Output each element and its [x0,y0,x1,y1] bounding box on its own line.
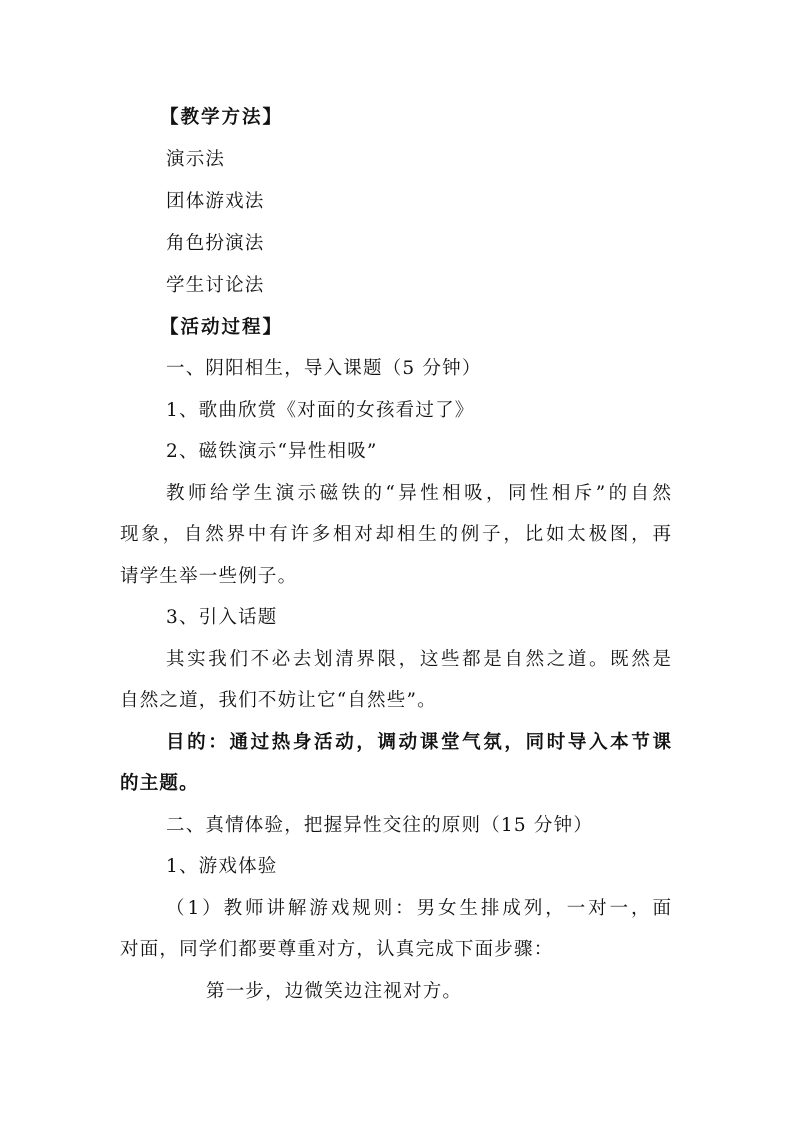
paragraph-line: 其实我们不必去划清界限，这些都是自然之道。既然是 [166,649,672,670]
method-item: 演示法 [166,149,226,170]
paragraph-line: 现象，自然界中有许多相对却相生的例子，比如太极图，再 [120,524,672,545]
part1-step: 1、歌曲欣赏《对面的女孩看过了》 [166,400,475,421]
paragraph-line: （1）教师讲解游戏规则：男女生排成列，一对一，面 [166,898,672,919]
section-heading-activity-process: 【活动过程】 [160,317,284,338]
goal-line: 目的：通过热身活动，调动课堂气氛，同时导入本节课 [166,732,672,753]
method-item: 学生讨论法 [166,275,265,296]
section-heading-teaching-methods: 【教学方法】 [160,107,284,128]
part2-title: 二、真情体验，把握异性交往的原则（15 分钟） [166,815,594,836]
part1-step: 3、引入话题 [166,607,278,628]
part1-step: 2、磁铁演示“异性相吸” [166,441,378,462]
paragraph-line: 自然之道，我们不妨让它“自然些”。 [120,690,437,711]
paragraph-line: 对面，同学们都要尊重对方，认真完成下面步骤： [120,939,554,960]
part1-title: 一、阴阳相生，导入课题（5 分钟） [166,358,482,379]
sub-step: 第一步，边微笑边注视对方。 [206,981,463,1002]
method-item: 团体游戏法 [166,191,265,212]
part2-step: 1、游戏体验 [166,856,278,877]
paragraph-line: 教师给学生演示磁铁的“异性相吸，同性相斥”的自然 [166,483,672,504]
paragraph-line: 请学生举一些例子。 [120,566,298,587]
method-item: 角色扮演法 [166,233,265,254]
goal-line: 的主题。 [120,773,199,794]
